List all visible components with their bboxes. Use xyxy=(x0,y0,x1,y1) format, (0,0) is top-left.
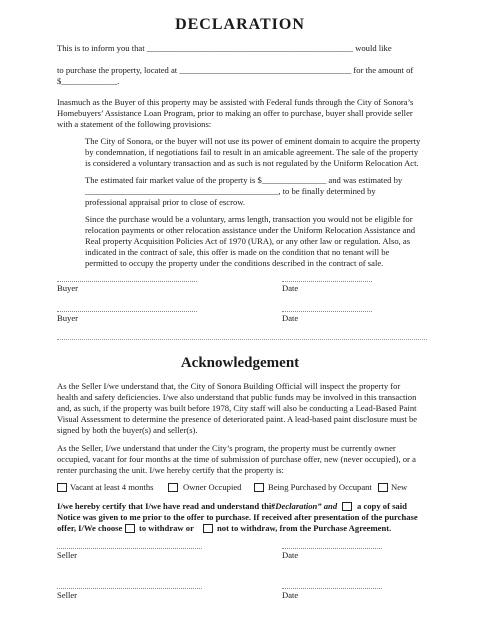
buyer-signature-line[interactable] xyxy=(57,311,197,312)
certify-text: a copy of said xyxy=(357,501,407,511)
buyer-label: Buyer xyxy=(57,313,79,323)
page-title: DECLARATION xyxy=(175,16,305,33)
section-divider xyxy=(57,339,427,340)
seller-date-line[interactable] xyxy=(282,548,382,549)
certify-text: to withdraw or xyxy=(139,523,194,533)
seller-signature-line[interactable] xyxy=(57,548,202,549)
owner-occupied-checkbox[interactable] xyxy=(168,483,178,492)
option-label: Being Purchased by Occupant xyxy=(268,482,372,492)
provision1-line: The City of Sonora, or the buyer will not use its power of eminent domain to acquire the property xyxy=(85,136,421,146)
buyer-date-line[interactable] xyxy=(282,311,372,312)
provision2-line: professional appraisal prior to close of escrow. xyxy=(85,197,246,207)
option-label: Vacant at least 4 months xyxy=(70,482,154,492)
ack-para1-line: As the Seller I/we understand that, the City of Sonora Building Official will inspect the property for xyxy=(57,381,401,391)
date-label: Date xyxy=(282,550,299,560)
buyer-date-line[interactable] xyxy=(282,281,372,282)
seller-label: Seller xyxy=(57,590,78,600)
buyer-signature-line[interactable] xyxy=(57,281,197,282)
provision3-line: permitted to occupy the property under the conditions described in the contract of sale. xyxy=(85,258,384,268)
seller-label: Seller xyxy=(57,550,78,560)
provision3-line: Real property Acquisition Policies Act of 1970 (URA), or any other law or regulation. Also, as xyxy=(85,236,411,246)
certify-declaration: “Declaration” and xyxy=(271,501,338,511)
ack-para2-line: occupied, vacant for four months at the time of submission of purchase offer, new (never occupied), or a xyxy=(57,454,416,464)
date-label: Date xyxy=(282,313,299,323)
acknowledgement-title: Acknowledgement xyxy=(180,355,300,371)
ack-para2-line: As the Seller, I/we understand that under the City’s program, the property must be currently owner xyxy=(57,443,396,453)
provision3-line: relocation payments or other relocation assistance under the Uniform Relocation Assistance and xyxy=(85,225,416,235)
intro-line-1: This is to inform you that ________________________________________________ would like xyxy=(57,43,392,53)
copy-received-checkbox[interactable] xyxy=(342,502,352,511)
not-withdraw-checkbox[interactable] xyxy=(203,524,213,533)
provision3-line: indicated in the contract of sale, this offer is made on the condition that no tenant will be xyxy=(85,247,390,257)
ack-para1-line: Visual Assessment to determine the presence of deteriorated paint. A lead-based paint disclosure must be xyxy=(57,414,418,424)
intro-line-2: to purchase the property, located at ________________________________________ for the amount of xyxy=(57,65,414,75)
buyer-label: Buyer xyxy=(57,283,79,293)
certify-text: Notice was given to me prior to the offer to purchase. If received after presentation of the purchase xyxy=(57,512,418,522)
vacant-checkbox[interactable] xyxy=(57,483,67,492)
provision2-line: _____________________________________________, to be finally determined by xyxy=(85,186,376,196)
ack-para1-line: health and safety deficiencies. I/we also understand that public funds may be involved in this transaction xyxy=(57,392,417,402)
option-label: New xyxy=(391,482,408,492)
ack-para1-line: signed by both the buyer(s) and seller(s). xyxy=(57,425,198,435)
certify-text: offer, I/We choose xyxy=(57,523,123,533)
ack-para1-line: and, as such, if the property was built before 1978, City staff will also be conducting a Lead-Based Paint xyxy=(57,403,417,413)
para1-line: with a statement of the following provisions: xyxy=(57,119,212,129)
occupant-purchase-checkbox[interactable] xyxy=(254,483,264,492)
intro-line-3: $_____________. xyxy=(57,76,120,86)
certify-text: I/we hereby certify that I/we have read and understand this xyxy=(57,501,275,511)
seller-date-line[interactable] xyxy=(282,588,382,589)
ack-para2-line: renter purchasing the unit. I/we hereby certify that the property is: xyxy=(57,465,284,475)
certify-text: not to withdraw, from the Purchase Agreement. xyxy=(217,523,392,533)
provision3-line: Since the purchase would be a voluntary, arms length, transaction you would not be eligible for xyxy=(85,214,413,224)
provision2-line: The estimated fair market value of the property is $_______________ and was estimated by xyxy=(85,175,403,185)
provision1-line: by condemnation, if negotiations fail to result in an amicable agreement. The sale of the property xyxy=(85,147,419,157)
option-label: Owner Occupied xyxy=(183,482,242,492)
date-label: Date xyxy=(282,590,299,600)
provision1-line: is considered a voluntary transaction and as such is not regulated by the Uniform Relocation Act. xyxy=(85,158,419,168)
para1-line: Inasmuch as the Buyer of this property may be assisted with Federal funds through the City of Sonora’s xyxy=(57,97,414,107)
date-label: Date xyxy=(282,283,299,293)
new-checkbox[interactable] xyxy=(378,483,388,492)
withdraw-checkbox[interactable] xyxy=(125,524,135,533)
seller-signature-line[interactable] xyxy=(57,588,202,589)
para1-line: Homebuyers’ Assistance Loan Program, prior to making an offer to purchase, buyer shall provide seller xyxy=(57,108,413,118)
